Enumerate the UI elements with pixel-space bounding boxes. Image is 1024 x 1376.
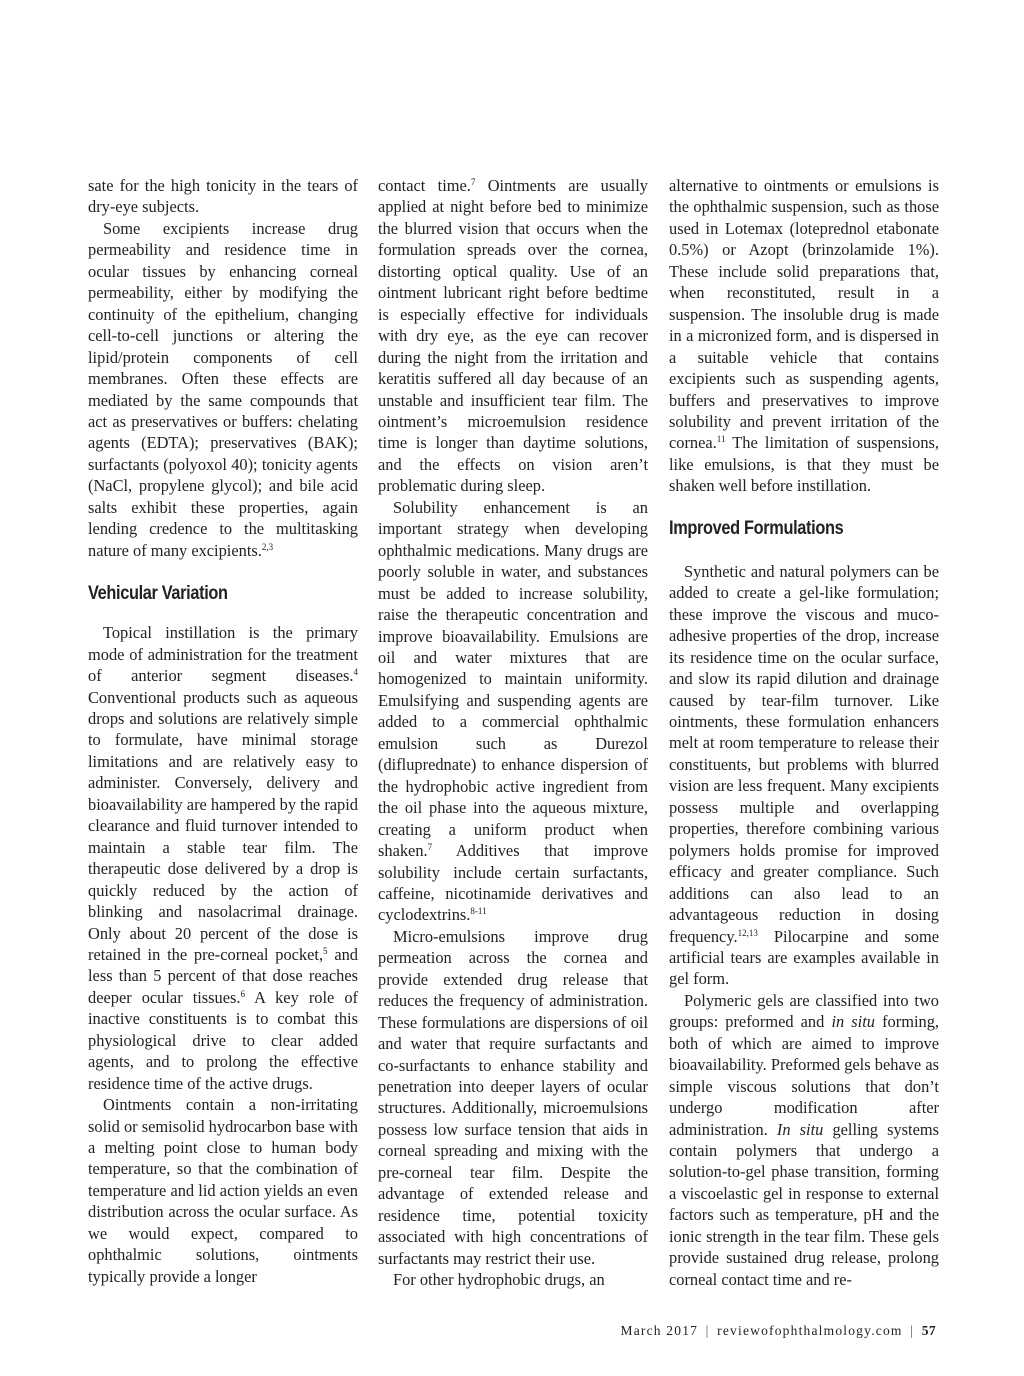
body-paragraph [378, 926, 648, 1269]
citation-reference: 7 [470, 177, 476, 187]
citation-reference: 8-11 [470, 906, 487, 917]
paragraph-text: Pilocarpine and some artificial tears are examples available in gel form. [669, 926, 939, 989]
paragraph-text: Some excipients increase drug permeability and residence time in ocular tissues by enhancing corneal permeability, either by modifying the continuity of the epithelium, changing cell-to-cell junctions or altering the lipid/protein components of cell membranes. Often these effects are mediated by the same compounds that act as preservatives or buffers: chelating agents (EDTA); preservatives (BAK); surfactants (polyoxol 40); tonicity agents (NaCl, propylene glycol); and bile acid salts exhibit these properties, again lending credence to the multitasking nature of many excipients. [88, 218, 358, 560]
footer-issue-date: March 2017 [620, 1323, 699, 1338]
paragraph-text: alternative to ointments or emulsions is the ophthalmic suspension, such as those used in Lotemax (loteprednol etabonate 0.5%) or Azopt (brinzolamide 1%). These include solid preparations that, when reconstituted, result in a suspension. The insoluble drug is made in a micronized form, and is dispersed in a suitable vehicle that contains excipients such as suspending agents, buffers and preservatives to improve solubility and prevent irritation of the cornea. [669, 176, 939, 453]
body-paragraph [378, 497, 648, 926]
citation-reference: 2,3 [261, 541, 274, 552]
paragraph-text: and less than 5 percent of that dose reaches deeper ocular tissues. [88, 944, 358, 1007]
article-column-left [88, 175, 358, 1287]
footer-website: reviewofophthalmology.com [717, 1323, 903, 1338]
citation-reference: 11 [716, 434, 726, 445]
body-paragraph [88, 622, 358, 1094]
paragraph-text: Ointments are usually applied at night before bed to minimize the blurred vision that occurs when the formulation spreads over the cornea, distorting optical quality. Use of an ointment lubricant right before bedtime is especially effective for individuals with dry eye, as the eye can recover during the night from the irritation and keratitis suffered all day because of an unstable and insufficient tear film. The ointment’s microemulsion residence time is longer than daytime solutions, and the effects on vision aren’t problematic during sleep. [378, 176, 648, 496]
footer-separator: | [705, 1323, 710, 1338]
paragraph-text: forming, both of which are aimed to improve bioavailability. Preformed gels behave as simple viscous solutions that don’t undergo modification after administration. [669, 1012, 939, 1139]
body-paragraph [88, 1094, 358, 1287]
paragraph-text: The limitation of suspensions, like emulsions, is that they must be shaken well before instillation. [669, 433, 939, 496]
paragraph-text: Micro-emulsions improve drug permeation across the cornea and provide extended drug release that reduces the frequency of administration. These formulations are dispersions of oil and water that require surfactants and co-surfactants to enhance stability and penetration into deeper layers of ocular structures. Additionally, microemulsions possess low surface tension that aids in corneal spreading and mixing with the pre-corneal tear film. Despite the advantage of extended release and residence time, potential toxicity associated with high concentrations of surfactants may restrict their use. [378, 926, 648, 1268]
paragraph-text: For other hydrophobic drugs, an [393, 1270, 605, 1290]
citation-reference: 5 [323, 945, 328, 956]
paragraph-text: Solubility enhancement is an important strategy when developing ophthalmic medications. Many drugs are poorly soluble in water, and substances must be added to increase solubility, raise the therapeutic concentration and improve bioavailability. Emulsions are oil and water mixtures that are homogenized to maintain uniformity. Emulsifying and suspending agents are added to a commercial ophthalmic emulsion such as Durezol (difluprednate) to enhance dispersion of the hydrophobic active ingredient from the oil phase into the aqueous mixture, creating a uniform product when shaken. [378, 497, 648, 861]
paragraph-text: A key role of inactive constituents is to combat this physiological drive to clear added agents, and to prolong the effective residence time of the active drugs. [88, 987, 358, 1093]
page-number: 57 [921, 1323, 936, 1338]
body-paragraph [669, 990, 939, 1290]
paragraph-text: contact time. [378, 176, 471, 195]
paragraph-text: Additives that improve solubility include certain surfactants, caffeine, nicotinamide derivatives and cyclodextrins. [378, 841, 648, 925]
italic-term: In situ [776, 1119, 824, 1139]
footer-separator: | [910, 1323, 915, 1338]
body-paragraph [378, 175, 648, 497]
citation-reference: 6 [240, 988, 246, 999]
citation-reference: 4 [353, 667, 358, 678]
paragraph-text: Conventional products such as aqueous drops and solutions are relatively simple to formulate, have minimal storage limitations and are relatively easy to administer. Conversely, delivery and bioavailability are hampered by the rapid clearance and fluid turnover intended to maintain a stable tear film. The therapeutic dose delivered by a drop is quickly reduced by the action of blinking and nasolacrimal drainage. Only about 20 percent of the dose is retained in the pre-corneal pocket, [88, 687, 358, 964]
paragraph-text: Polymeric gels are classified into two groups: preformed and [669, 990, 939, 1032]
page-footer [600, 1323, 936, 1339]
body-paragraph [88, 218, 358, 561]
article-column-middle [378, 175, 648, 1291]
paragraph-text: sate for the high tonicity in the tears of dry-eye subjects. [88, 176, 358, 217]
body-paragraph [88, 175, 358, 218]
body-paragraph [669, 175, 939, 497]
citation-reference: 7 [427, 842, 433, 853]
section-heading: Improved Formulations [669, 517, 844, 539]
paragraph-text: Topical instillation is the primary mode of administration for the treatment of anterior segment diseases. [88, 623, 358, 686]
body-paragraph [378, 1269, 648, 1290]
section-heading: Vehicular Variation [88, 583, 228, 605]
body-paragraph [669, 561, 939, 990]
paragraph-text: Ointments contain a non-irritating solid or semisolid hydrocarbon base with a melting point close to human body temperature, so that the combination of temperature and lid action yields an even distribution across the ocular surface. As we would expect, compared to ophthalmic solutions, ointments typically provide a longer [88, 1095, 358, 1286]
italic-term: in situ [831, 1012, 875, 1032]
citation-reference: 12,13 [737, 927, 758, 938]
paragraph-text: Synthetic and natural polymers can be added to create a gel-like formulation; these improve the viscous and muco-adhesive properties of the drop, increase its residence time on the ocular surface, and slow its rapid dilution and drainage caused by tear-film turnover. Like ointments, these formulation enhancers melt at room temperature to release their constituents, but problems with blurred vision are less frequent. Many excipients possess multiple and overlapping properties, therefore combining various polymers holds promise for improved efficacy and greater compliance. Such additions can also lead to an advantageous reduction in dosing frequency. [669, 561, 939, 946]
article-column-right [669, 175, 939, 1290]
paragraph-text: gelling systems contain polymers that undergo a solution-to-gel phase transition, forming a viscoelastic gel in response to external factors such as temperature, pH and the ionic strength in the tear film. These gels provide sustained drug release, prolong corneal contact time and re- [669, 1119, 939, 1289]
